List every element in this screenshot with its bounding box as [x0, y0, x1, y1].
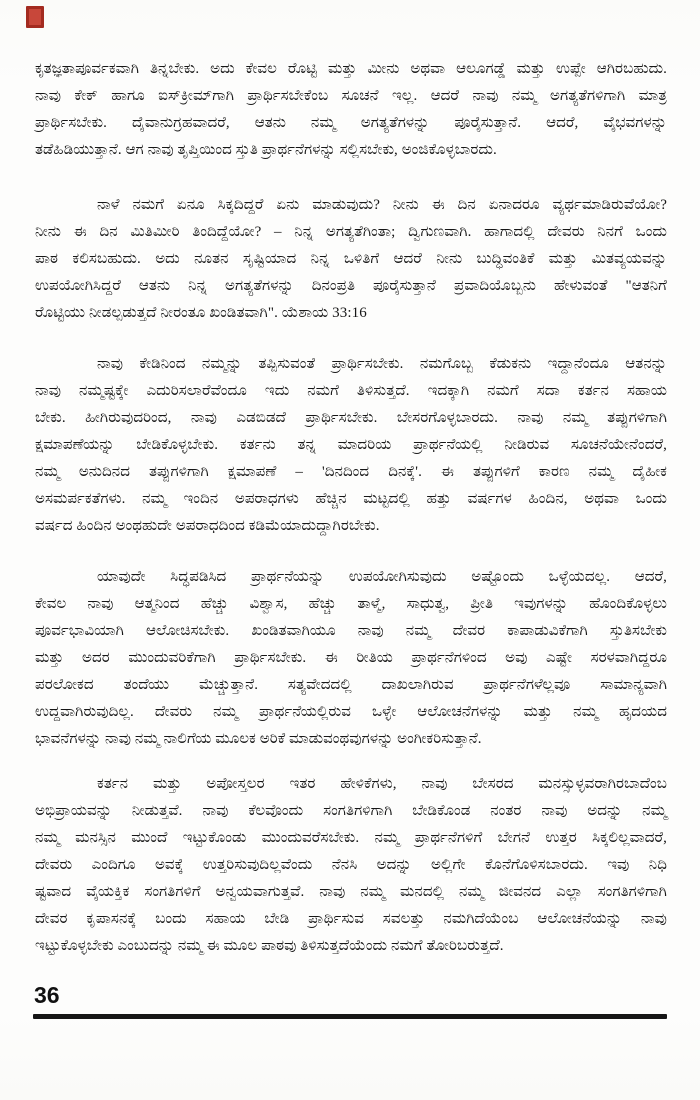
- text-line: ಪೂರ್ವಭಾವಿಯಾಗಿ ಆಲೋಚಿಸಬೇಕು. ಖಂಡಿತವಾಗಿಯೂ ನಾವು ನಮ್ಮ ದೇವರ ಕಾಪಾಡುವಿಕೆಗಾಗಿ ಸ್ತುತಿಸಬೇಕು: [35, 623, 667, 639]
- text-line: ಪಾಠ ಕಲಿಸಬಹುದು. ಅದು ನೂತನ ಸೃಷ್ಟಿಯಾದ ನಿನ್ನ ಒಳಿತಿಗೆ ಆದರೆ ನೀನು ಬುದ್ಧಿವಂತಿಕೆ ಮತ್ತು ಮಿತವ್ಯಯವನ್ನು: [35, 251, 667, 267]
- text-line: ದೇವರ ಕೃಪಾಸನಕ್ಕೆ ಬಂದು ಸಹಾಯ ಬೇಡಿ ಪ್ರಾರ್ಥಿಸುವ ಸವಲತ್ತು ನಮಗಿದೆಯೆಂಬ ಆಲೋಚನೆಯನ್ನು ನಾವು: [35, 911, 667, 927]
- text-line: ಮತ್ತು ಅದರ ಮುಂದುವರಿಕೆಗಾಗಿ ಪ್ರಾರ್ಥಿಸಬೇಕು. ಈ ರೀತಿಯ ಪ್ರಾರ್ಥನೆಗಳಿಂದ ಅವು ಎಷ್ಟೇ ಸರಳವಾಗಿದ್ದರೂ: [35, 650, 667, 666]
- body-text: [35, 56, 667, 960]
- text-line: ನೀನು ಈ ದಿನ ಮಿತಿಮೀರಿ ತಿಂದಿದ್ದೆಯೋ? – ನಿನ್ನ ಅಗತ್ಯತೆಗಿಂತಾ; ದ್ವಿಗುಣವಾಗಿ. ಹಾಗಾದಲ್ಲಿ ದೇವರು ನಿನಗೆ ಒಂದು: [35, 224, 667, 240]
- text-line: ಅಸಮರ್ಪಕತೆಗಳು. ನಮ್ಮ ಇಂದಿನ ಅಪರಾಧಗಳು ಹೆಚ್ಚಿನ ಮಟ್ಟದಲ್ಲಿ ಹತ್ತು ವರ್ಷಗಳ ಹಿಂದಿನ, ಅಥವಾ ಒಂದು: [35, 491, 667, 507]
- text-line: ಕರ್ತನ ಮತ್ತು ಅಪೋಸ್ತಲರ ಇತರ ಹೇಳಿಕೆಗಳು, ನಾವು ಬೇಸರದ ಮನಸ್ಸುಳ್ಳವರಾಗಿರಬಾದೆಂಬ: [97, 776, 667, 792]
- red-corner-mark: [26, 6, 44, 28]
- text-line: ಪ್ರಾರ್ಥಿಸಬೇಕು. ದೈವಾನುಗ್ರಹವಾದರೆ, ಆತನು ನಮ್ಮ ಅಗತ್ಯತೆಗಳನ್ನು ಪೂರೈಸುತ್ತಾನೆ. ಆದರೆ, ವೈಭವಗಳನ್ನು: [35, 115, 667, 131]
- text-line: ಯಾವುದೇ ಸಿದ್ಧಪಡಿಸಿದ ಪ್ರಾರ್ಥನೆಯನ್ನು ಉಪಯೋಗಿಸುವುದು ಅಷ್ಟೊಂದು ಒಳ್ಳೆಯದಲ್ಲ. ಆದರೆ,: [97, 569, 667, 585]
- paragraph-5: [35, 771, 667, 960]
- text-line: ಕ್ಷಮಾಪಣೆಯನ್ನು ಬೇಡಿಕೊಳ್ಳಬೇಕು. ಕರ್ತನು ತನ್ನ ಮಾದರಿಯ ಪ್ರಾರ್ಥನೆಯಲ್ಲಿ ನೀಡಿರುವ ಸೂಚನೆಯೇನೆಂದರೆ,: [35, 437, 667, 453]
- text-line: ನಾವು ಕೇಕ್ ಹಾಗೂ ಐಸ್‌ಕ್ರೀಮ್‌ಗಾಗಿ ಪ್ರಾರ್ಥಿಸಬೇಕೆಂಬ ಸೂಚನೆ ಇಲ್ಲ. ಆದರೆ ನಾವು ನಮ್ಮ ಅಗತ್ಯತೆಗಳಿಗಾಗಿ ಮಾತ್ರ: [35, 88, 667, 104]
- page-footer: [33, 984, 667, 1019]
- text-line: ನಾಳೆ ನಮಗೆ ಏನೂ ಸಿಕ್ಕದಿದ್ದರೆ ಏನು ಮಾಡುವುದು? ನೀನು ಈ ದಿನ ಏನಾದರೂ ವ್ಯರ್ಥಮಾಡಿರುವೆಯೋ?: [97, 197, 667, 213]
- text-line: ರೊಟ್ಟಿಯು ನೀಡಲ್ಪಡುತ್ತದೆ ನೀರಂತೂ ಖಂಡಿತವಾಗಿ". ಯೆಶಾಯ 33:16: [35, 305, 367, 321]
- text-line: ಬೇಕು. ಹೀಗಿರುವುದರಿಂದ, ನಾವು ಎಡಬಿಡದೆ ಪ್ರಾರ್ಥಿಸಬೇಕು. ಬೇಸರಗೊಳ್ಳಬಾರದು. ನಾವು ನಮ್ಮ ತಪ್ಪುಗಳಿಗಾಗಿ: [35, 410, 667, 426]
- text-line: ತಡೆಹಿಡಿಯುತ್ತಾನೆ. ಆಗ ನಾವು ತೃಪ್ತಿಯಿಂದ ಸ್ತುತಿ ಪ್ರಾರ್ಥನೆಗಳನ್ನು ಸಲ್ಲಿಸಬೇಕು, ಅಂಜಿಕೊಳ್ಳಬಾರದು.: [35, 142, 497, 158]
- paragraph-4: [35, 564, 667, 753]
- text-line: ಅಭಿಪ್ರಾಯವನ್ನು ನೀಡುತ್ತವೆ. ನಾವು ಕೆಲವೊಂದು ಸಂಗತಿಗಳಿಗಾಗಿ ಬೇಡಿಕೊಂಡ ನಂತರ ನಾವು ಅದನ್ನು ನಮ್ಮ: [35, 803, 667, 819]
- text-line: ಭಾವನೆಗಳನ್ನು ನಾವು ನಮ್ಮ ನಾಲಿಗೆಯ ಮೂಲಕ ಅರಿಕೆ ಮಾಡುವಂಥವುಗಳನ್ನು ಅಂಗೀಕರಿಸುತ್ತಾನೆ.: [35, 731, 482, 747]
- text-line: ಕೇವಲ ನಾವು ಆತ್ಮನಿಂದ ಹೆಚ್ಚು ವಿಶ್ವಾಸ, ಹೆಚ್ಚು ತಾಳ್ಮೆ, ಸಾಧುತ್ವ, ಪ್ರೀತಿ ಇವುಗಳನ್ನು ಹೊಂದಿಕೊಳ್ಳಲು: [35, 596, 667, 612]
- text-line: ಉದ್ದವಾಗಿರುವುದಿಲ್ಲ. ದೇವರು ನಮ್ಮ ಪ್ರಾರ್ಥನೆಯಲ್ಲಿರುವ ಒಳ್ಳೇ ಆಲೋಚನೆಗಳನ್ನು ಮತ್ತು ನಮ್ಮ ಹೃದಯದ: [35, 704, 667, 720]
- text-line: ಷ್ಟವಾದ ವೈಯಕ್ತಿಕ ಸಂಗತಿಗಳಿಗೆ ಅನ್ವಯವಾಗುತ್ತವೆ. ನಾವು ನಮ್ಮ ಮನದಲ್ಲಿ ನಮ್ಮ ಜೀವನದ ಎಲ್ಲಾ ಸಂಗತಿಗಳಿಗಾಗಿ: [35, 884, 667, 900]
- footer-rule: [33, 1014, 667, 1019]
- text-line: ವರ್ಷದ ಹಿಂದಿನ ಅಂಥಹುದೇ ಅಪರಾಧದಿಂದ ಕಡಿಮೆಯಾದುದ್ದಾಗಿರಬೇಕು.: [35, 518, 380, 534]
- text-line: ಕೃತಜ್ಞತಾಪೂರ್ವಕವಾಗಿ ತಿನ್ನಬೇಕು. ಅದು ಕೇವಲ ರೊಟ್ಟಿ ಮತ್ತು ಮೀನು ಅಥವಾ ಆಲೂಗಡ್ಡೆ ಮತ್ತು ಉಪ್ಪೇ ಆಗಿರಬಹುದು.: [35, 61, 667, 77]
- text-line: ನಮ್ಮ ಮನಸ್ಸಿನ ಮುಂದೆ ಇಟ್ಟುಕೊಂಡು ಮುಂದುವರೆಸಬೇಕು. ನಮ್ಮ ಪ್ರಾರ್ಥನೆಗಳಿಗೆ ಬೇಗನೆ ಉತ್ತರ ಸಿಕ್ಕಲಿಲ್ಲವಾದರೆ,: [35, 830, 667, 846]
- text-line: ದೇವರು ಎಂದಿಗೂ ಅವಕ್ಕೆ ಉತ್ತರಿಸುವುದಿಲ್ಲವೆಂದು ನೆನಸಿ ಅದನ್ನು ಅಲ್ಲಿಗೇ ಕೊನೆಗೊಳಿಸಬಾರದು. ಇವು ನಿಧಿ: [35, 857, 667, 873]
- text-line: ಉಪಯೋಗಿಸಿದ್ದರೆ ಆತನು ನಿನ್ನ ಅಗತ್ಯತೆಗಳನ್ನು ದಿನಂಪ್ರತಿ ಪೂರೈಸುತ್ತಾನೆ ಪ್ರವಾದಿಯೊಬ್ಬನು ಹೇಳುವಂತೆ "ಆತನಿಗೆ: [35, 278, 667, 294]
- paragraph-3: [35, 351, 667, 540]
- page-number: 36: [34, 982, 60, 1008]
- paragraph-2: [35, 192, 667, 327]
- text-line: ನಾವು ಕೇಡಿನಿಂದ ನಮ್ಮನ್ನು ತಪ್ಪಿಸುವಂತೆ ಪ್ರಾರ್ಥಿಸಬೇಕು. ನಮಗೊಬ್ಬ ಕೆಡುಕನು ಇದ್ದಾನೆಂದೂ ಆತನನ್ನು: [97, 356, 667, 372]
- text-line: ಪರಲೋಕದ ತಂದೆಯು ಮೆಚ್ಚುತ್ತಾನೆ. ಸತ್ಯವೇದದಲ್ಲಿ ದಾಖಲಾಗಿರುವ ಪ್ರಾರ್ಥನೆಗಳೆಲ್ಲವೂ ಸಾಮಾನ್ಯವಾಗಿ: [35, 677, 667, 693]
- text-line: ನಾವು ನಮ್ಮಷ್ಟಕ್ಕೇ ಎದುರಿಸಲಾರೆವೆಂದೂ ಇದು ನಮಗೆ ತಿಳಿಸುತ್ತದೆ. ಇದಕ್ಕಾಗಿ ನಮಗೆ ಸದಾ ಕರ್ತನ ಸಹಾಯ: [35, 383, 667, 399]
- text-line: ಇಟ್ಟುಕೊಳ್ಳಬೇಕು ಎಂಬುದನ್ನು ನಮ್ಮ ಈ ಮೂಲ ಪಾಠವು ತಿಳಿಸುತ್ತದೆಯೆಂದು ನಮಗೆ ತೋರಿಬರುತ್ತದೆ.: [35, 938, 504, 954]
- text-line: ನಮ್ಮ ಅನುದಿನದ ತಪ್ಪುಗಳಿಗಾಗಿ ಕ್ಷಮಾಪಣೆ – 'ದಿನದಿಂದ ದಿನಕ್ಕೆ'. ಈ ತಪ್ಪುಗಳಿಗೆ ಕಾರಣ ನಮ್ಮ ದೈಹೀಕ: [35, 464, 667, 480]
- paragraph-1: [35, 56, 667, 164]
